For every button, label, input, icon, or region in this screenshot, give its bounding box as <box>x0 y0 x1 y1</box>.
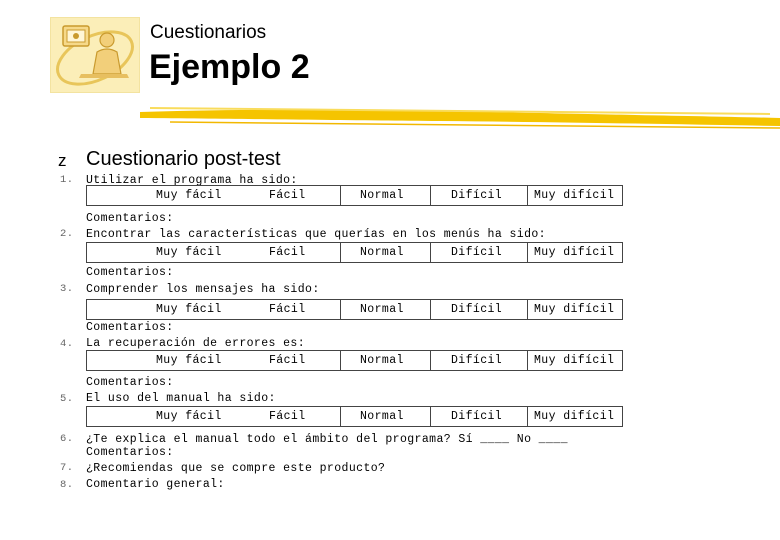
scale-option: Normal <box>360 189 404 202</box>
scale-option: Difícil <box>451 303 503 316</box>
item-comment: Comentarios: <box>86 212 174 225</box>
scale-option: Difícil <box>451 354 503 367</box>
scale-option: Muy fácil <box>156 354 222 367</box>
scale-option: Difícil <box>451 410 503 423</box>
scale-divider <box>527 300 528 319</box>
item-comment: Comentarios: <box>86 446 174 459</box>
scale-divider <box>340 300 341 319</box>
item-question: La recuperación de errores es: <box>86 337 306 350</box>
scale-option: Fácil <box>269 303 306 316</box>
scale-option: Fácil <box>269 410 306 423</box>
scale-option: Muy fácil <box>156 189 222 202</box>
scale-option: Fácil <box>269 354 306 367</box>
scale-option: Muy difícil <box>534 410 615 423</box>
scale-divider <box>340 243 341 262</box>
scale-divider <box>340 351 341 370</box>
item-number: 3. <box>60 283 74 295</box>
item-number: 5. <box>60 393 74 405</box>
scale-divider <box>340 186 341 205</box>
scale-divider <box>527 351 528 370</box>
scale-divider <box>527 186 528 205</box>
scale-divider <box>527 407 528 426</box>
item-comment: Comentarios: <box>86 321 174 334</box>
header-rule <box>140 104 780 130</box>
scale-divider <box>430 243 431 262</box>
scale-option: Muy difícil <box>534 303 615 316</box>
scale-option: Muy fácil <box>156 303 222 316</box>
scale-option: Normal <box>360 246 404 259</box>
item-question: Encontrar las características que querías en los menús ha sido: <box>86 228 546 241</box>
scale-divider <box>430 300 431 319</box>
item-number: 7. <box>60 462 74 474</box>
section-title: Cuestionario post-test <box>86 148 281 170</box>
item-question: Utilizar el programa ha sido: <box>86 174 298 187</box>
scale-option: Muy difícil <box>534 189 615 202</box>
scale-divider <box>430 351 431 370</box>
scale-divider <box>340 407 341 426</box>
item-comment: Comentarios: <box>86 376 174 389</box>
scale-option: Normal <box>360 354 404 367</box>
scale-option: Difícil <box>451 189 503 202</box>
scale-option: Normal <box>360 303 404 316</box>
section-bullet-icon: z <box>58 151 67 170</box>
item-comment: Comentarios: <box>86 266 174 279</box>
scale-option: Fácil <box>269 189 306 202</box>
header-subtitle: Cuestionarios <box>150 22 267 43</box>
rating-scale <box>86 350 623 371</box>
item-number: 2. <box>60 228 74 240</box>
item-question: Comprender los mensajes ha sido: <box>86 283 320 296</box>
scale-option: Muy difícil <box>534 246 615 259</box>
scale-option: Muy fácil <box>156 410 222 423</box>
scale-option: Muy difícil <box>534 354 615 367</box>
scale-option: Fácil <box>269 246 306 259</box>
item-question: El uso del manual ha sido: <box>86 392 276 405</box>
scale-divider <box>527 243 528 262</box>
item-number: 4. <box>60 338 74 350</box>
item-number: 8. <box>60 479 74 491</box>
item-question: Comentario general: <box>86 478 225 491</box>
item-question: ¿Te explica el manual todo el ámbito del programa? Sí ____ No ____ <box>86 433 568 446</box>
rating-scale <box>86 185 623 206</box>
scale-divider <box>430 186 431 205</box>
scale-divider <box>430 407 431 426</box>
scale-option: Difícil <box>451 246 503 259</box>
rating-scale <box>86 299 623 320</box>
item-question: ¿Recomiendas que se compre este producto? <box>86 462 386 475</box>
logo <box>50 17 140 93</box>
rating-scale <box>86 242 623 263</box>
scale-option: Normal <box>360 410 404 423</box>
scale-option: Muy fácil <box>156 246 222 259</box>
page-title: Ejemplo 2 <box>149 48 310 86</box>
item-number: 6. <box>60 433 74 445</box>
rating-scale <box>86 406 623 427</box>
item-number: 1. <box>60 174 74 186</box>
